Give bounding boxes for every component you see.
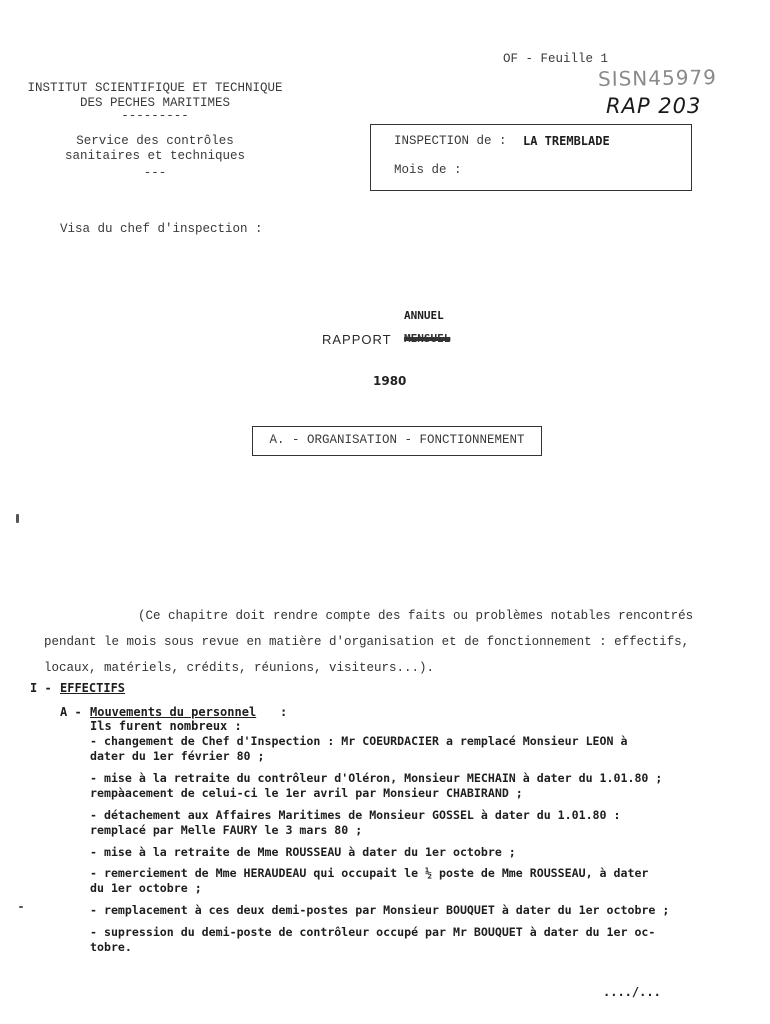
inspector-visa-label: Visa du chef d'inspection :: [60, 222, 263, 236]
subsection-colon: :: [280, 705, 288, 719]
inspection-label: INSPECTION de :: [394, 134, 507, 148]
intro-line-1: (Ce chapitre doit rendre compte des faits ou problèmes notables rencontrés: [138, 609, 694, 623]
list-item-line: remplacé par Melle FAURY le 3 mars 80 ;: [90, 823, 363, 837]
list-item-line: - changement de Chef d'Inspection : Mr COEURDACIER a remplacé Monsieur LEON à: [90, 734, 628, 748]
service-name-line1: Service des contrôles: [76, 134, 234, 148]
report-period-correction: ANNUEL: [404, 309, 444, 322]
scan-speck: [16, 514, 19, 523]
list-item-line: rempàacement de celui-ci le 1er avril par Monsieur CHABIRAND ;: [90, 786, 523, 800]
section-roman-numeral: I -: [30, 681, 52, 695]
list-item: [90, 925, 730, 955]
inspection-box: [370, 124, 692, 191]
section-box-title: A. - ORGANISATION - FONCTIONNEMENT: [269, 433, 525, 447]
service-name-line2: sanitaires et techniques: [64, 149, 246, 163]
institute-rule: ---------: [121, 109, 189, 123]
subsection-title: Mouvements du personnel: [90, 705, 257, 719]
list-item: [90, 808, 730, 838]
sheet-number: OF - Feuille 1: [503, 52, 609, 66]
list-item-line: - détachement aux Affaires Maritimes de Monsieur GOSSEL à dater du 1.01.80 :: [90, 808, 621, 822]
section-title: EFFECTIFS: [60, 681, 126, 695]
list-item-line: - remerciement de Mme HERAUDEAU qui occupait le ½ poste de Mme ROUSSEAU, à dater: [90, 866, 649, 880]
scan-speck: [19, 906, 23, 908]
report-year: 1980: [373, 374, 407, 388]
continuation-marker: ..../...: [603, 985, 661, 999]
list-item-line: - mise à la retraite du contrôleur d'Oléron, Monsieur MECHAIN à dater du 1.01.80 ;: [90, 771, 663, 785]
section-box: [252, 426, 542, 456]
subsection-letter: A -: [60, 705, 82, 719]
institute-name-line2: DES PECHES MARITIMES: [79, 96, 231, 110]
archive-stamp: SISN45979: [597, 64, 718, 92]
list-item-line: tobre.: [90, 940, 132, 954]
list-item: [90, 771, 730, 801]
inspection-value: LA TREMBLADE: [523, 134, 610, 148]
list-item-line: - mise à la retraite de Mme ROUSSEAU à dater du 1er octobre ;: [90, 845, 516, 859]
report-label: RAPPORT: [322, 332, 392, 347]
list-item: [90, 866, 730, 896]
list-item-line: du 1er octobre ;: [90, 881, 202, 895]
list-item: [90, 734, 730, 764]
list-item: [90, 845, 730, 860]
intro-line-2: pendant le mois sous revue en matière d'organisation et de fonctionnement : effectifs,: [44, 635, 690, 649]
service-rule: ---: [143, 166, 167, 180]
list-item-line: dater du 1er février 80 ;: [90, 749, 265, 763]
institute-name-line1: INSTITUT SCIENTIFIQUE ET TECHNIQUE: [27, 81, 283, 95]
list-item-line: - supression du demi-poste de contrôleur occupé par Mr BOUQUET à dater du 1er oc-: [90, 925, 656, 939]
month-label: Mois de :: [394, 163, 462, 177]
intro-line-3: locaux, matériels, crédits, réunions, visiteurs...).: [44, 661, 435, 675]
list-item: [90, 903, 730, 918]
report-struck-word: MENSUEL: [404, 332, 451, 345]
list-item-line: - remplacement à ces deux demi-postes par Monsieur BOUQUET à dater du 1er octobre ;: [90, 903, 670, 917]
subsection-lead: Ils furent nombreux :: [90, 719, 242, 733]
handwritten-reference: RAP 203: [606, 94, 702, 118]
